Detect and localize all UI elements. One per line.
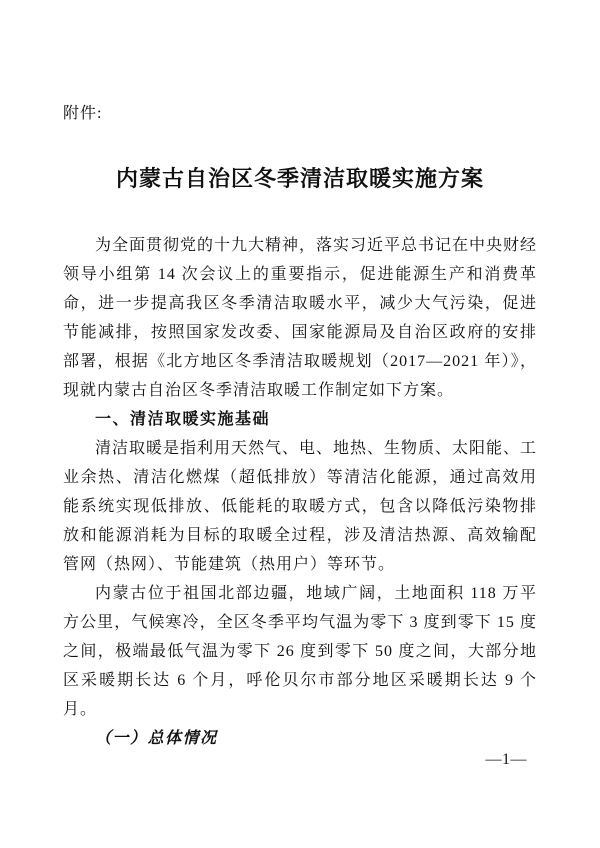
section-heading-1: 一、清洁取暖实施基础 [95, 411, 271, 428]
subsection-heading-1: （一）总体情况 [95, 730, 218, 747]
paragraph-inner-mongolia-overview: 内蒙古位于祖国北部边疆，地域广阔，土地面积 118 万平方公里，气候寒冷，全区冬季平均气温为零下 3 度到零下 15 度之间，极端最低气温为零下 26 度到零下 50 度之间，大部分地区采暖期长达 6 个月，呼伦贝尔市部分地区采暖期长达 9 个月。 [63, 585, 537, 718]
attachment-label: 附件: [63, 105, 103, 122]
paragraph-intro: 为全面贯彻党的十九大精神，落实习近平总书记在中央财经领导小组第 14 次会议上的重要指示，促进能源生产和消费革命，进一步提高我区冬季清洁取暖水平，减少大气污染，促进节能减排，按照国家发改委、国家能源局及自治区政府的安排部署，根据《北方地区冬季清洁取暖规划（2017—2021 年）》，现就内蒙古自治区冬季清洁取暖工作制定如下方案。 [63, 237, 538, 399]
page-number: —1— [485, 751, 527, 768]
paragraph-clean-heating-definition: 清洁取暖是指利用天然气、电、地热、生物质、太阳能、工业余热、清洁化燃煤（超低排放）等清洁化能源，通过高效用能系统实现低排放、低能耗的取暖方式，包含以降低污染物排放和能源消耗为目标的取暖全过程，涉及清洁热源、高效输配管网（热网）、节能建筑（热用户）等环节。 [63, 440, 538, 573]
document-title: 内蒙古自治区冬季清洁取暖实施方案 [115, 166, 484, 191]
